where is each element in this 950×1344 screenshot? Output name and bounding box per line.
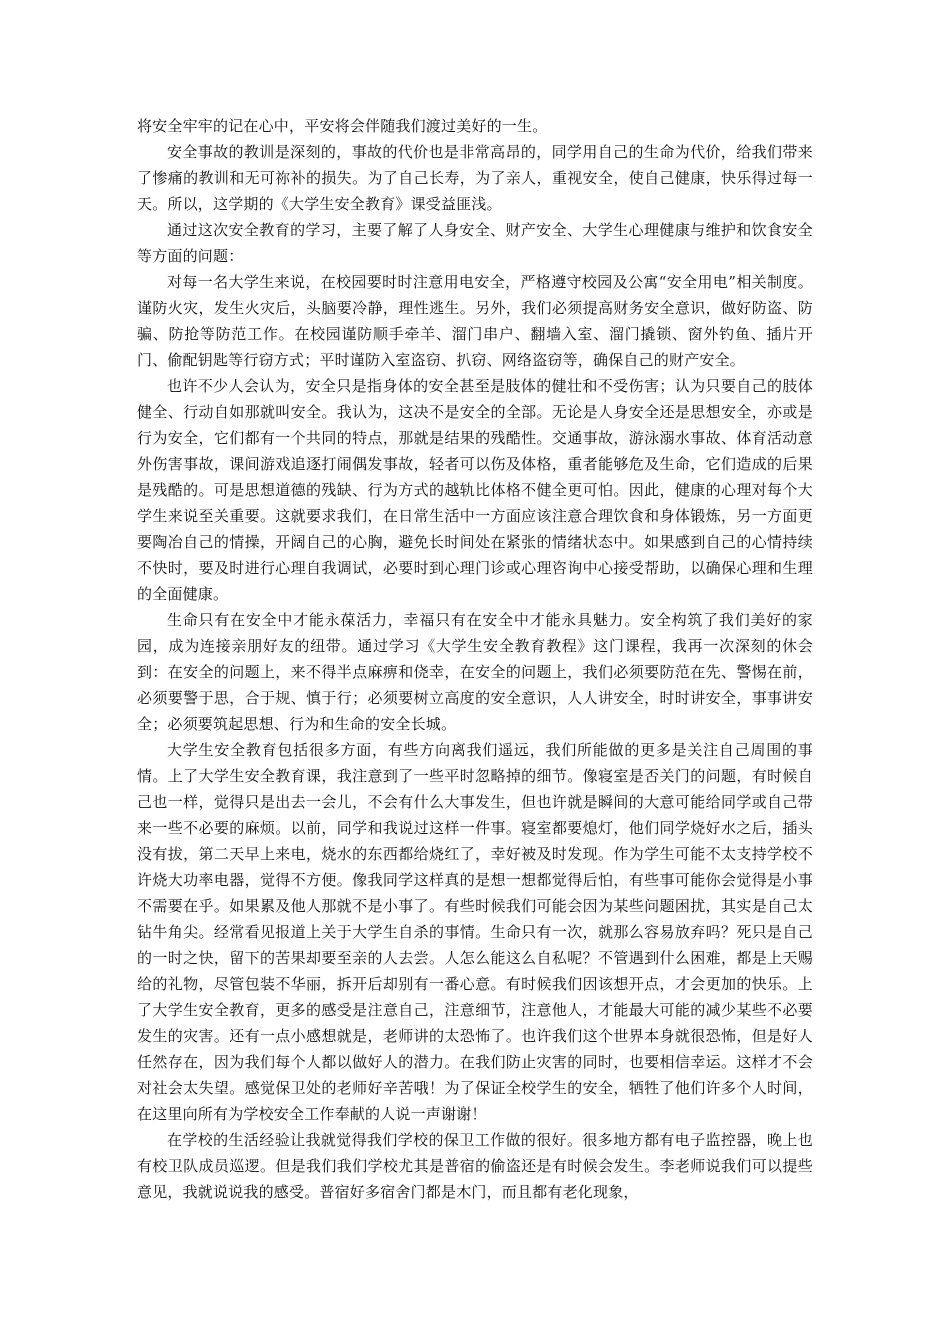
paragraph: 对每一名大学生来说，在校园要时时注意用电安全，严格遵守校园及公寓“安全用电”相关制度。谨防火灾，发生火灾后，头脑要冷静，理性逃生。另外，我们必须提高财务安全意识，做好防盗、防骗、防抢等防范工作。在校园谨防顺手牵羊、溜门串户、翻墙入室、溜门撬锁、窗外钓鱼、插片开门、偷配钥匙等行窃方式；平时谨防入室盗窃、扒窃、网络盗窃等，确保自己的财产安全。 (137, 273, 813, 369)
paragraph: 将安全牢牢的记在心中，平安将会伴随我们渡过美好的一生。 (137, 117, 548, 135)
paragraph: 在学校的生活经验让我就觉得我们学校的保卫工作做的很好。很多地方都有电子监控器，晚上也有校卫队成员巡逻。但是我们我们学校尤其是普宿的偷盗还是有时候会发生。李老师说我们可以提些意见，我就说说我的感受。普宿好多宿舍门都是木门，而且都有老化现象， (137, 1131, 813, 1201)
paragraph: 通过这次安全教育的学习，主要了解了人身安全、财产安全、大学生心理健康与维护和饮食安全等方面的问题： (137, 221, 813, 265)
paragraph: 也许不少人会认为，安全只是指身体的安全甚至是肢体的健壮和不受伤害；认为只要自己的肢体健全、行动自如那就叫安全。我认为，这决不是安全的全部。无论是人身安全还是思想安全，亦或是行为安全，它们都有一个共同的特点，那就是结果的残酷性。交通事故，游泳溺水事故、体育活动意外伤害事故，课间游戏追逐打闹偶发事故，轻者可以伤及体格，重者能够危及生命，它们造成的后果是残酷的。可是思想道德的残缺、行为方式的越轨比体格不健全更可怕。因此，健康的心理对每个大学生来说至关重要。这就要求我们，在日常生活中一方面应该注意合理饮食和身体锻炼，另一方面更要陶冶自己的情操，开阔自己的心胸，避免长时间处在紧张的情绪状态中。如果感到自己的心情持续不快时，要及时进行心理自我调试，必要时到心理门诊或心理咨询中心接受帮助，以确保心理和生理的全面健康。 (137, 377, 813, 603)
paragraph: 大学生安全教育包括很多方面，有些方向离我们遥远，我们所能做的更多是关注自己周围的事情。上了大学生安全教育课，我注意到了一些平时忽略掉的细节。像寝室是否关门的问题，有时候自己也一样，觉得只是出去一会儿，不会有什么大事发生，但也许就是瞬间的大意可能给同学或自己带来一些不必要的麻烦。以前，同学和我说过这样一件事。寝室都要熄灯，他们同学烧好水之后，插头没有拔，第二天早上来电，烧水的东西都给烧红了，幸好被及时发现。作为学生可能不太支持学校不许烧大功率电器，觉得不方便。像我同学这样真的是想一想都觉得后怕，有些事可能你会觉得是小事不需要在乎。如果累及他人那就不是小事了。有些时候我们可能会因为某些问题困扰，其实是自己太钻牛角尖。经常看见报道上关于大学生自杀的事情。生命只有一次，就那么容易放弃吗？死只是自己的一时之快，留下的苦果却要至亲的人去尝。人怎么能这么自私呢？不管遇到什么困难，都是上天赐给的礼物，尽管包装不华丽，拆开后却别有一番心意。有时候我们因该想开点，才会更加的快乐。上了大学生安全教育，更多的感受是注意自己，注意细节，注意他人，才能最大可能的减少某些不必要发生的灾害。还有一点小感想就是，老师讲的太恐怖了。也许我们这个世界本身就很恐怖，但是好人任然存在，因为我们每个人都以做好人的潜力。在我们防止灾害的同时，也要相信幸运。这样才不会对社会太失望。感觉保卫处的老师好辛苦哦！为了保证全校学生的安全，牺牲了他们许多个人时间，在这里向所有为学校安全工作奉献的人说一声谢谢！ (137, 741, 813, 1123)
paragraph: 安全事故的教训是深刻的，事故的代价也是非常高昂的，同学用自己的生命为代价，给我们带来了惨痛的教训和无可祢补的损失。为了自己长寿，为了亲人，重视安全，使自己健康，快乐得过每一天。所以，这学期的《大学生安全教育》课受益匪浅。 (137, 143, 813, 213)
paragraph: 生命只有在安全中才能永葆活力，幸福只有在安全中才能永具魅力。安全构筑了我们美好的家园，成为连接亲朋好友的纽带。通过学习《大学生安全教育教程》这门课程，我再一次深刻的休会到：在安全的问题上，来不得半点麻痹和侥幸，在安全的问题上，我们必须要防范在先、警惕在前，必须要警于思，合于规、慎于行；必须要树立高度的安全意识，人人讲安全，时时讲安全，事事讲安全；必须要筑起思想、行为和生命的安全长城。 (137, 611, 813, 733)
document-page (137, 113, 813, 1205)
